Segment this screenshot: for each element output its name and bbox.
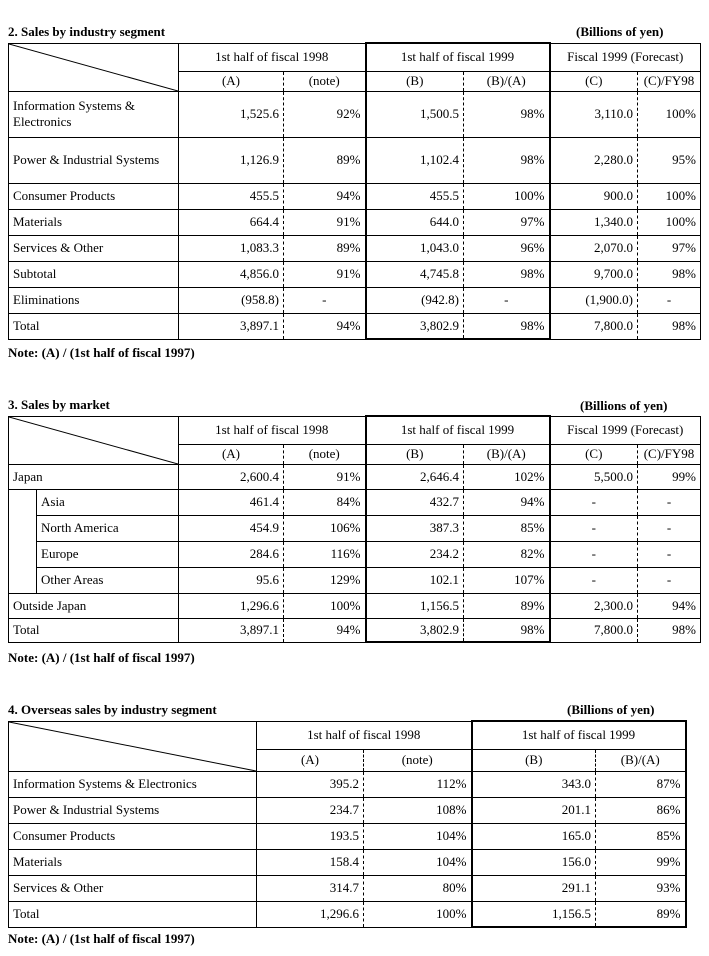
header-group-fy1999: 1st half of fiscal 1999 [366,416,550,444]
header-note: (note) [284,71,366,91]
cell-a: 1,296.6 [257,901,364,927]
row-label: Materials [9,209,179,235]
cell-note: 108% [364,797,472,823]
cell-b: 455.5 [366,183,464,209]
table-row [9,464,701,489]
header-group-fy1998: 1st half of fiscal 1998 [179,416,366,444]
cell-a: 284.6 [179,541,284,567]
cell-cfy: - [638,541,701,567]
cell-b: 102.1 [366,567,464,593]
table-row [9,849,686,875]
cell-ba: 87% [596,771,686,797]
cell-c: - [550,515,638,541]
diagonal-header-cell [9,416,179,464]
cell-cfy: 99% [638,464,701,489]
cell-note: 116% [284,541,366,567]
row-label: Total [9,313,179,339]
cell-b: 343.0 [472,771,596,797]
cell-a: 1,083.3 [179,235,284,261]
row-label: Materials [9,849,257,875]
cell-note: 89% [284,137,366,183]
section-2-note: Note: (A) / (1st half of fiscal 1997) [8,345,195,360]
table-row [9,797,686,823]
cell-ba: 98% [464,261,550,287]
diagonal-header-cell [9,721,257,771]
cell-a: 234.7 [257,797,364,823]
row-label: Europe [37,541,179,567]
cell-a: 454.9 [179,515,284,541]
diagonal-header-cell [9,43,179,91]
cell-note: 100% [364,901,472,927]
header-cfy: (C)/FY98 [638,444,701,464]
cell-c: 2,300.0 [550,593,638,618]
cell-note: 80% [364,875,472,901]
cell-b: 156.0 [472,849,596,875]
cell-c: (1,900.0) [550,287,638,313]
cell-ba: 85% [464,515,550,541]
cell-b: 432.7 [366,489,464,515]
cell-c: 2,280.0 [550,137,638,183]
cell-note: 106% [284,515,366,541]
cell-b: 387.3 [366,515,464,541]
cell-b: 291.1 [472,875,596,901]
cell-c: 9,700.0 [550,261,638,287]
row-label: Information Systems & Electronics [9,91,179,137]
cell-cfy: 98% [638,261,701,287]
section-3-unit: (Billions of yen) [580,398,668,413]
header-b: (B) [366,71,464,91]
row-label: Consumer Products [9,183,179,209]
cell-cfy: - [638,567,701,593]
cell-a: 314.7 [257,875,364,901]
table-row [9,313,701,339]
cell-note: 84% [284,489,366,515]
cell-c: 2,070.0 [550,235,638,261]
cell-b: 1,102.4 [366,137,464,183]
table-row [9,287,701,313]
cell-a: (958.8) [179,287,284,313]
header-cfy: (C)/FY98 [638,71,701,91]
cell-a: 2,600.4 [179,464,284,489]
cell-b: 1,156.5 [472,901,596,927]
cell-a: 95.6 [179,567,284,593]
cell-a: 3,897.1 [179,618,284,642]
cell-a: 193.5 [257,823,364,849]
cell-cfy: - [638,515,701,541]
section-4-note: Note: (A) / (1st half of fiscal 1997) [8,931,195,946]
cell-ba: 93% [596,875,686,901]
cell-b: 644.0 [366,209,464,235]
row-label: Eliminations [9,287,179,313]
table-row [9,91,701,137]
header-ba: (B)/(A) [596,749,686,771]
cell-note: - [284,287,366,313]
header-ba: (B)/(A) [464,444,550,464]
industry-segment-table [8,42,701,340]
table-row [9,875,686,901]
header-c: (C) [550,444,638,464]
cell-ba: 98% [464,313,550,339]
cell-a: 1,296.6 [179,593,284,618]
section-3-note: Note: (A) / (1st half of fiscal 1997) [8,650,195,665]
row-label: Information Systems & Electronics [9,771,257,797]
table-row [9,137,701,183]
cell-ba: 98% [464,618,550,642]
cell-cfy: 97% [638,235,701,261]
header-b: (B) [366,444,464,464]
market-table [8,415,701,643]
cell-b: 201.1 [472,797,596,823]
cell-a: 4,856.0 [179,261,284,287]
cell-ba: 86% [596,797,686,823]
header-ba: (B)/(A) [464,71,550,91]
table-row [9,209,701,235]
row-label: Services & Other [9,235,179,261]
cell-note: 92% [284,91,366,137]
cell-a: 3,897.1 [179,313,284,339]
header-a: (A) [179,444,284,464]
cell-a: 395.2 [257,771,364,797]
header-group-fy1999: 1st half of fiscal 1999 [366,43,550,71]
cell-note: 112% [364,771,472,797]
cell-note: 91% [284,209,366,235]
cell-cfy: 100% [638,183,701,209]
cell-note: 100% [284,593,366,618]
header-group-forecast: Fiscal 1999 (Forecast) [550,416,701,444]
row-label: Subtotal [9,261,179,287]
header-note: (note) [284,444,366,464]
table-row [9,901,686,927]
cell-cfy: 100% [638,209,701,235]
table-row [9,771,686,797]
cell-cfy: 100% [638,91,701,137]
cell-ba: 97% [464,209,550,235]
table-row [9,489,701,515]
cell-ba: - [464,287,550,313]
table-row [9,235,701,261]
cell-b: (942.8) [366,287,464,313]
cell-b: 4,745.8 [366,261,464,287]
section-4-unit: (Billions of yen) [567,702,655,717]
cell-note: 89% [284,235,366,261]
cell-cfy: - [638,489,701,515]
table-row [9,593,701,618]
section-4-title: 4. Overseas sales by industry segment [8,702,217,717]
cell-ba: 107% [464,567,550,593]
row-label: North America [37,515,179,541]
row-label: Outside Japan [9,593,179,618]
cell-ba: 100% [464,183,550,209]
header-b: (B) [472,749,596,771]
row-label: Other Areas [37,567,179,593]
cell-ba: 98% [464,91,550,137]
cell-note: 94% [284,313,366,339]
cell-cfy: 98% [638,313,701,339]
header-note: (note) [364,749,472,771]
row-label: Power & Industrial Systems [9,137,179,183]
cell-ba: 98% [464,137,550,183]
table-row [9,515,701,541]
cell-c: - [550,567,638,593]
header-group-forecast: Fiscal 1999 (Forecast) [550,43,701,71]
cell-a: 158.4 [257,849,364,875]
table-row [9,618,701,642]
cell-b: 3,802.9 [366,618,464,642]
cell-note: 129% [284,567,366,593]
cell-c: - [550,489,638,515]
cell-a: 664.4 [179,209,284,235]
table-row [9,541,701,567]
table-row [9,567,701,593]
row-label: Total [9,618,179,642]
cell-note: 91% [284,261,366,287]
table-row [9,261,701,287]
cell-b: 1,156.5 [366,593,464,618]
cell-c: 5,500.0 [550,464,638,489]
cell-ba: 102% [464,464,550,489]
cell-c: 1,340.0 [550,209,638,235]
cell-ba: 94% [464,489,550,515]
cell-note: 91% [284,464,366,489]
cell-a: 455.5 [179,183,284,209]
cell-c: 7,800.0 [550,618,638,642]
cell-b: 1,043.0 [366,235,464,261]
table-row [9,183,701,209]
cell-cfy: - [638,287,701,313]
cell-c: - [550,541,638,567]
cell-a: 461.4 [179,489,284,515]
cell-b: 1,500.5 [366,91,464,137]
header-a: (A) [257,749,364,771]
cell-c: 7,800.0 [550,313,638,339]
row-label: Services & Other [9,875,257,901]
cell-b: 165.0 [472,823,596,849]
cell-c: 3,110.0 [550,91,638,137]
cell-ba: 96% [464,235,550,261]
cell-ba: 89% [596,901,686,927]
overseas-segment-table [8,720,687,928]
cell-b: 234.2 [366,541,464,567]
section-3-title: 3. Sales by market [8,397,110,412]
indent-spacer [9,489,37,593]
header-a: (A) [179,71,284,91]
cell-ba: 82% [464,541,550,567]
cell-note: 104% [364,849,472,875]
cell-note: 104% [364,823,472,849]
cell-cfy: 94% [638,593,701,618]
row-label: Power & Industrial Systems [9,797,257,823]
header-group-fy1998: 1st half of fiscal 1998 [179,43,366,71]
row-label: Total [9,901,257,927]
header-c: (C) [550,71,638,91]
cell-b: 3,802.9 [366,313,464,339]
cell-note: 94% [284,183,366,209]
cell-c: 900.0 [550,183,638,209]
header-group-fy1999: 1st half of fiscal 1999 [472,721,686,749]
table-row [9,823,686,849]
cell-cfy: 98% [638,618,701,642]
header-group-fy1998: 1st half of fiscal 1998 [257,721,472,749]
cell-cfy: 95% [638,137,701,183]
cell-a: 1,126.9 [179,137,284,183]
cell-ba: 99% [596,849,686,875]
row-label: Japan [9,464,179,489]
section-2-title: 2. Sales by industry segment [8,24,166,39]
cell-note: 94% [284,618,366,642]
cell-ba: 89% [464,593,550,618]
cell-b: 2,646.4 [366,464,464,489]
cell-ba: 85% [596,823,686,849]
section-2-unit: (Billions of yen) [576,24,664,39]
row-label: Asia [37,489,179,515]
cell-a: 1,525.6 [179,91,284,137]
row-label: Consumer Products [9,823,257,849]
